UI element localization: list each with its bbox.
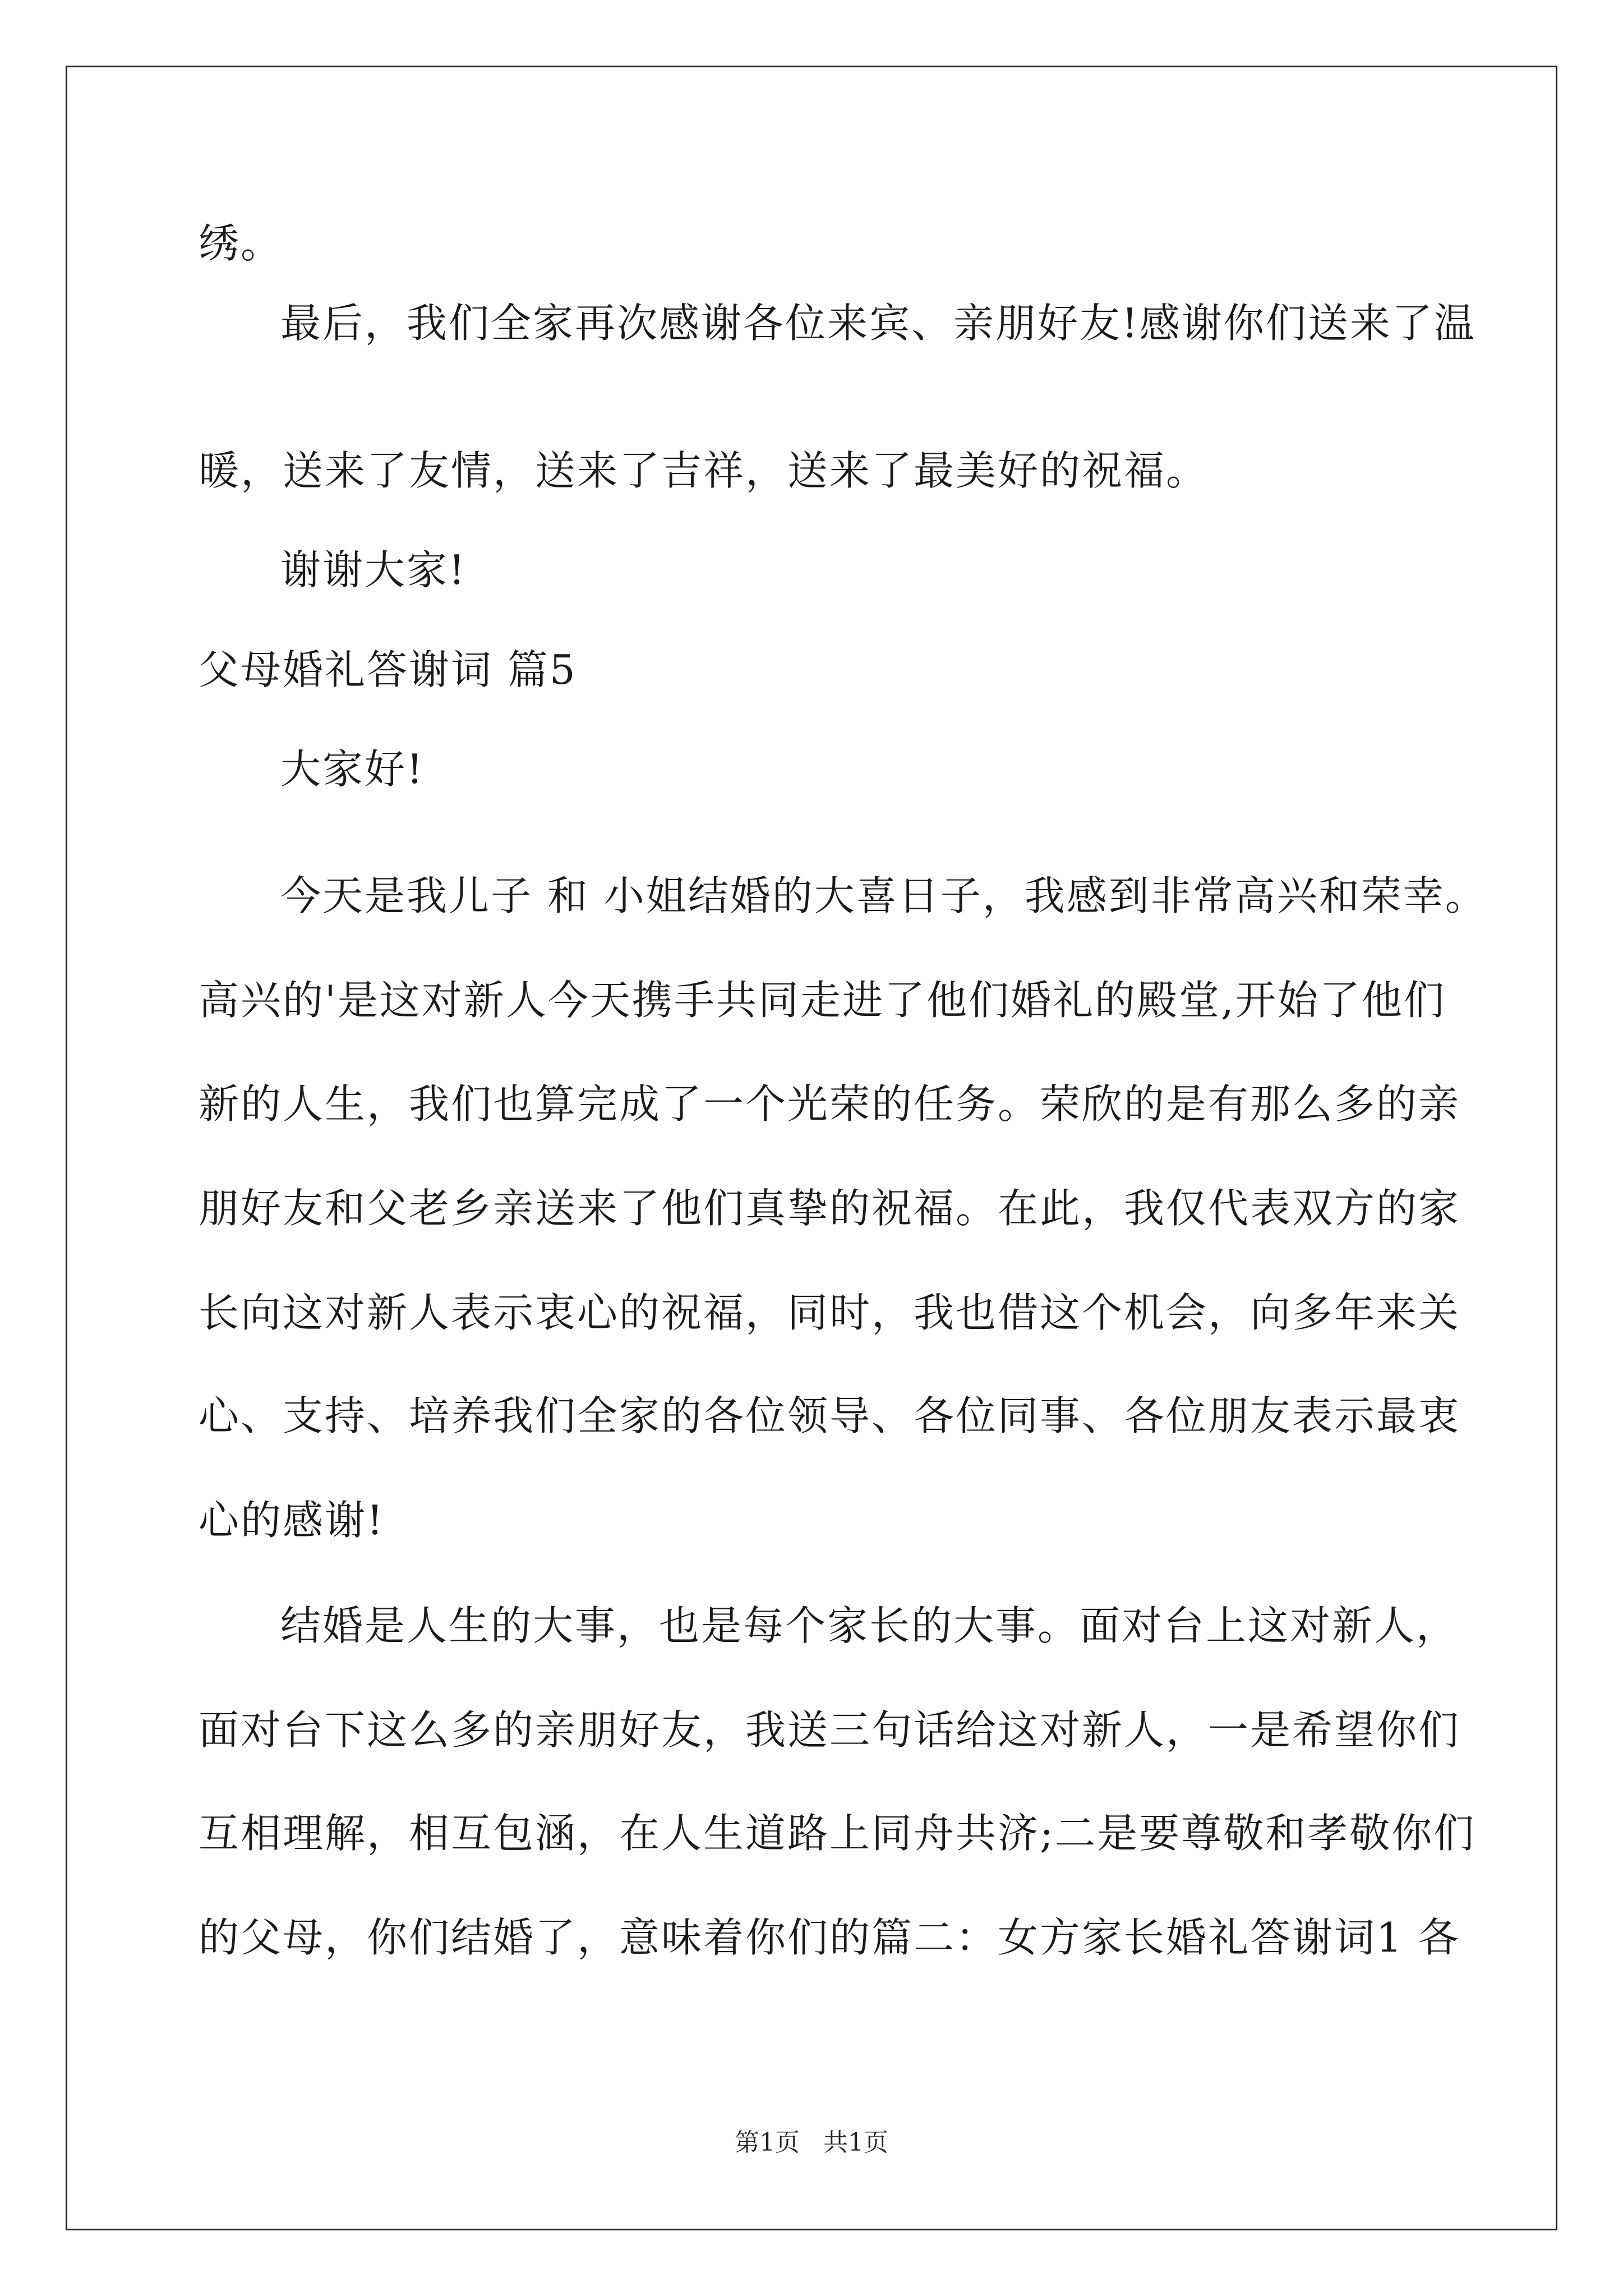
paragraph-line: 心的感谢!	[199, 1497, 385, 1544]
paragraph-line: 今天是我儿子 和 小姐结婚的大喜日子，我感到非常高兴和荣幸。	[280, 872, 1487, 919]
section-heading: 父母婚礼答谢词 篇5	[199, 646, 577, 693]
page-border	[66, 66, 1557, 2230]
paragraph-line: 新的人生，我们也算完成了一个光荣的任务。荣欣的是有那么多的亲	[199, 1080, 1461, 1128]
paragraph-line: 最后，我们全家再次感谢各位来宾、亲朋好友!感谢你们送来了温	[280, 300, 1476, 347]
paragraph-line: 朋好友和父老乡亲送来了他们真挚的祝福。在此，我仅代表双方的家	[199, 1185, 1461, 1232]
paragraph-line: 谢谢大家!	[280, 546, 467, 593]
paragraph-line: 的父母，你们结婚了，意味着你们的篇二：女方家长婚礼答谢词1 各	[199, 1914, 1460, 1961]
paragraph-line: 绣。	[199, 220, 283, 267]
paragraph-line: 大家好!	[280, 746, 425, 793]
paragraph-line: 长向这对新人表示衷心的祝福，同时，我也借这个机会，向多年来关	[199, 1289, 1461, 1336]
paragraph-line: 互相理解，相互包涵，在人生道路上同舟共济;二是要尊敬和孝敬你们	[199, 1810, 1476, 1857]
paragraph-line: 结婚是人生的大事，也是每个家长的大事。面对台上这对新人，	[280, 1602, 1459, 1649]
paragraph-line: 暖，送来了友情，送来了吉祥，送来了最美好的祝福。	[199, 447, 1209, 494]
paragraph-line: 面对台下这么多的亲朋好友，我送三句话给这对新人，一是希望你们	[199, 1706, 1461, 1754]
paragraph-line: 高兴的'是这对新人今天携手共同走进了他们婚礼的殿堂,开始了他们	[199, 977, 1446, 1024]
paragraph-line: 心、支持、培养我们全家的各位领导、各位同事、各位朋友表示最衷	[199, 1392, 1461, 1439]
page-number-footer: 第1页 共1页	[735, 2128, 888, 2157]
